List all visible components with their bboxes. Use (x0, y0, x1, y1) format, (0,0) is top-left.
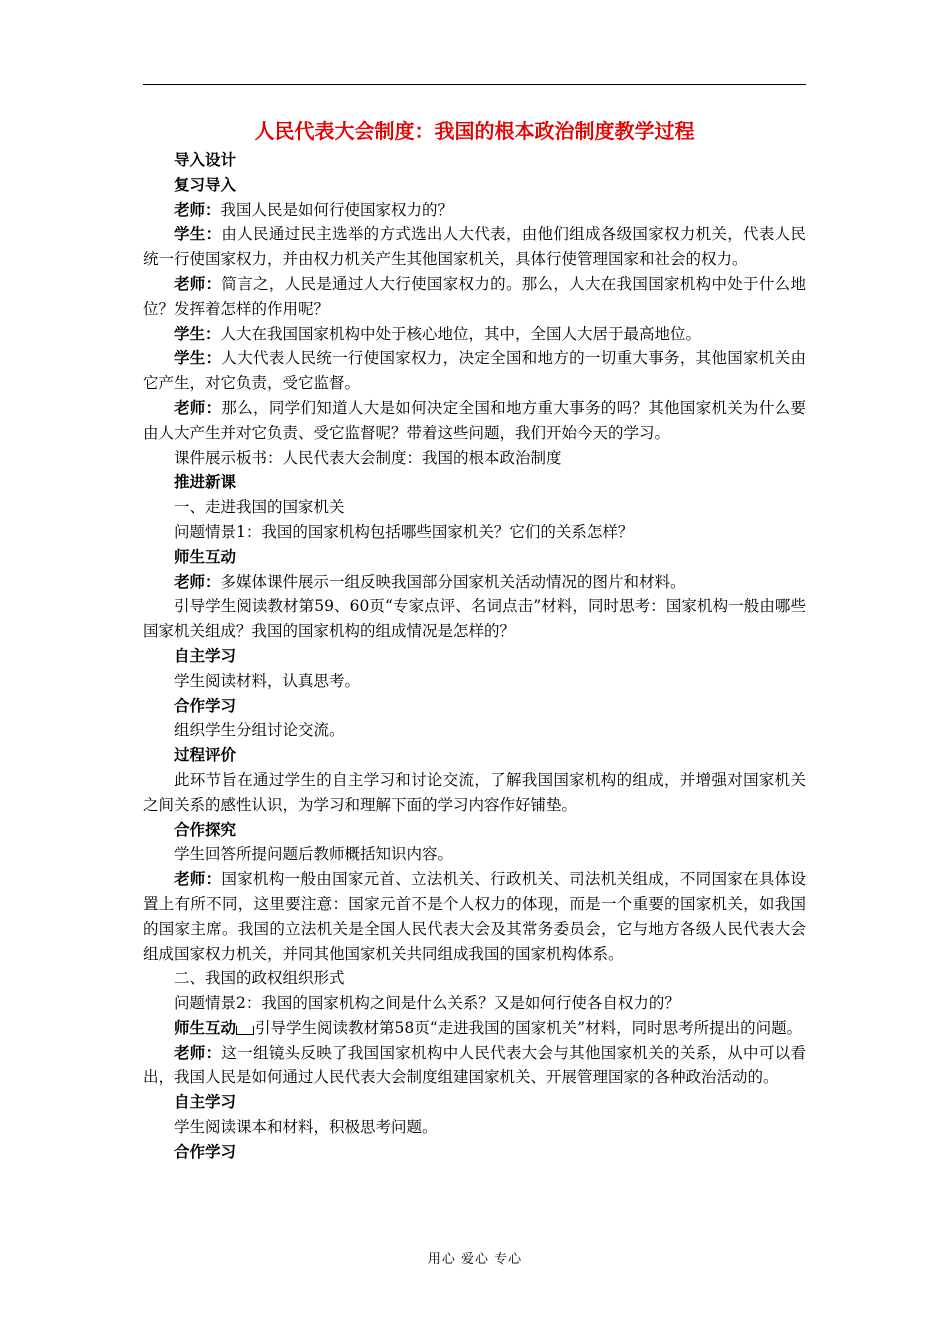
heading-text: 导入设计 (174, 151, 237, 169)
body-paragraph (143, 446, 806, 471)
dialog-paragraph (143, 198, 806, 223)
dialog-paragraph (143, 867, 806, 966)
dialog-text: 简言之，人民是通过人大行使国家权力的。那么，人大在我国国家机构中处于什么地位？发挥着怎样的作用呢？ (143, 274, 806, 318)
dialog-paragraph (143, 322, 806, 347)
paragraph-text: 二、我国的政权组织形式 (174, 969, 345, 988)
section-heading (143, 148, 806, 173)
speaker-label: 老师： (174, 398, 222, 417)
dialog-paragraph (143, 222, 806, 272)
heading-text: 自主学习 (174, 646, 237, 665)
page-footer: 用心 爱心 专心 (427, 1252, 523, 1267)
section-heading (143, 1140, 806, 1165)
paragraph-text: 学生阅读材料，认真思考。 (174, 671, 361, 690)
speaker-label: 老师： (174, 1043, 222, 1062)
body-paragraph (143, 991, 806, 1016)
dialog-text: 多媒体课件展示一组反映我国部分国家机关活动情况的图片和材料。 (220, 572, 686, 591)
speaker-label: 学生： (174, 349, 222, 368)
speaker-label: 师生互动 (174, 1018, 237, 1037)
heading-text: 自主学习 (174, 1093, 237, 1112)
paragraph-text: 问题情景1：我国的国家机构包括哪些国家机关？它们的关系怎样？ (174, 522, 634, 541)
speaker-label: 老师： (174, 200, 221, 219)
page-title: 人民代表大会制度：我国的根本政治制度教学过程 (254, 119, 695, 143)
dialog-text: 人大在我国国家机构中处于核心地位，其中，全国人大居于最高地位。 (220, 324, 702, 343)
heading-text: 合作学习 (174, 1142, 237, 1161)
heading-text: 师生互动 (174, 547, 237, 566)
section-heading (143, 545, 806, 570)
dialog-text: 我国人民是如何行使国家权力的？ (220, 200, 454, 219)
body-paragraph (143, 1115, 806, 1140)
section-heading (143, 644, 806, 669)
body-paragraph (143, 966, 806, 991)
speaker-label: 老师： (174, 274, 222, 293)
heading-text: 过程评价 (174, 746, 237, 765)
paragraph-text: 引导学生阅读教材第59、60页“专家点评、名词点击”材料，同时思考：国家机构一般由哪些国家机关组成？我国的国家机构的组成情况是怎样的？ (143, 597, 806, 641)
speaker-label: 学生： (174, 324, 221, 343)
dialog-paragraph (143, 1041, 806, 1091)
section-heading (143, 470, 806, 495)
speaker-label: 老师： (174, 572, 221, 591)
heading-text: 复习导入 (174, 175, 237, 194)
section-heading (143, 743, 806, 768)
document-body (143, 118, 806, 1165)
section-heading (143, 173, 806, 198)
header-rule (143, 84, 806, 85)
dialog-text: 人大代表人民统一行使国家权力，决定全国和地方的一切重大事务，其他国家机关由它产生，对它负责，受它监督。 (143, 349, 806, 393)
section-heading (143, 818, 806, 843)
paragraph-text: 学生回答所提问题后教师概括知识内容。 (174, 845, 454, 864)
dialog-text: 那么，同学们知道人大是如何决定全国和地方重大事务的吗？其他国家机关为什么要由人大产生并对它负责、受它监督呢？带着这些问题，我们开始今天的学习。 (143, 398, 806, 442)
paragraph-text: 问题情景2：我国的国家机构之间是什么关系？又是如何行使各自权力的？ (174, 994, 680, 1013)
heading-text: 合作探究 (174, 820, 237, 839)
dialog-paragraph (143, 396, 806, 446)
dialog-paragraph (143, 346, 806, 396)
section-heading (143, 1090, 806, 1115)
paragraph-list (143, 148, 806, 1165)
paragraph-text: 组织学生分组讨论交流。 (174, 721, 345, 740)
dialog-paragraph (143, 570, 806, 595)
section-heading (143, 694, 806, 719)
dialog-text: 引导学生阅读教材第58页“走进我国的国家机关”材料，同时思考所提出的问题。 (255, 1018, 803, 1037)
dialog-text: 这一组镜头反映了我国国家机构中人民代表大会与其他国家机关的关系，从中可以看出，我国人民是如何通过人民代表大会制度组建国家机关、开展管理国家的各种政治活动的。 (143, 1043, 806, 1087)
body-paragraph (143, 718, 806, 743)
speaker-label: 学生： (174, 225, 222, 244)
dialog-text: 国家机构一般由国家元首、立法机关、行政机关、司法机关组成，不同国家在具体设置上有所不同，这里要注意：国家元首不是个人权力的体现，而是一个重要的国家机关，如我国的国家主席。我国的立法机关是全国人民代表大会及其常务委员会，它与地方各级人民代表大会组成国家权力机关，并同其他国家机关共同组成我国的国家机构体系。 (143, 870, 806, 963)
paragraph-text: 学生阅读课本和材料，积极思考问题。 (174, 1118, 438, 1137)
heading-text: 推进新课 (174, 473, 237, 492)
body-paragraph (143, 495, 806, 520)
body-paragraph (143, 768, 806, 818)
body-paragraph (143, 669, 806, 694)
body-paragraph (143, 520, 806, 545)
speaker-label: 老师： (174, 870, 222, 889)
paragraph-text: 一、走进我国的国家机关 (174, 498, 345, 517)
paragraph-text: 此环节旨在通过学生的自主学习和讨论交流，了解我国国家机构的组成，并增强对国家机关之间关系的感性认识，为学习和理解下面的学习内容作好铺垫。 (143, 770, 806, 814)
dialog-text: 由人民通过民主选举的方式选出人大代表，由他们组成各级国家权力机关，代表人民统一行使国家权力，并由权力机关产生其他国家机关，具体行使管理国家和社会的权力。 (143, 225, 806, 269)
dialog-paragraph (143, 272, 806, 322)
insert-mark-icon (236, 1026, 254, 1035)
body-paragraph (143, 594, 806, 644)
body-paragraph (143, 842, 806, 867)
heading-text: 合作学习 (174, 696, 237, 715)
dialog-paragraph (143, 1016, 806, 1041)
paragraph-text: 课件展示板书：人民代表大会制度：我国的根本政治制度 (174, 448, 562, 467)
